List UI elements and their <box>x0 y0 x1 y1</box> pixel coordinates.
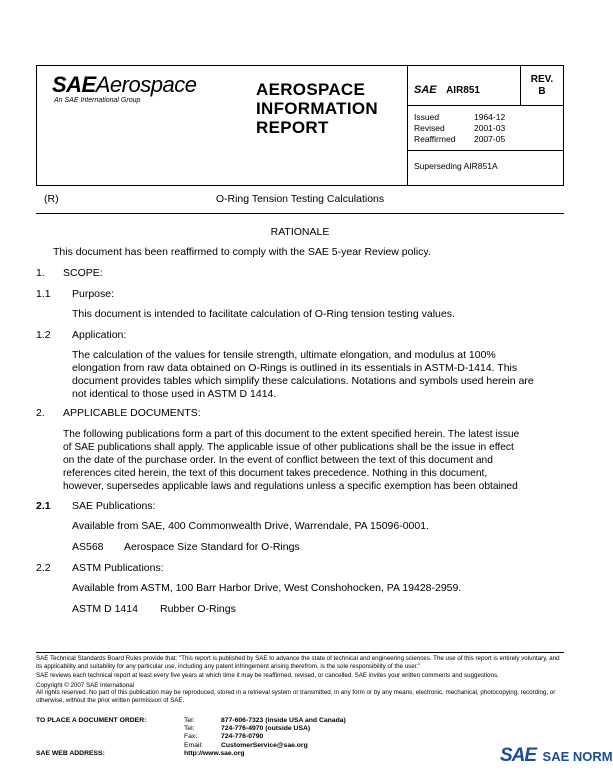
sae-norm-logo-icon: SAE <box>500 745 537 766</box>
section-1-2-text <box>72 349 534 401</box>
rationale-text: This document has been reaffirmed to comply with the SAE 5-year Review policy. <box>53 246 431 258</box>
revised-value: 2001-03 <box>474 123 506 133</box>
reference-code: ASTM D 1414 <box>72 603 138 615</box>
web-label: SAE WEB ADDRESS: <box>36 749 105 757</box>
email-label: Email: <box>184 741 203 749</box>
issued-value: 1964-12 <box>474 112 506 122</box>
fax-value: 724-776-0790 <box>221 733 264 741</box>
text-line: document provides tables which simplify these calculations. Notations and symbols used herein are <box>72 375 534 387</box>
doc-prefix: SAE <box>414 84 437 96</box>
section-2-1-text: Available from SAE, 400 Commonwealth Drive, Warrendale, PA 15096-0001. <box>72 520 429 532</box>
reaffirmed-label: Reaffirmed <box>414 134 456 144</box>
footer-review-text: SAE reviews each technical report at least every five years at which time it may be reaffirmed, revised, or cancelled. SAE invites your written comments and suggestions. <box>36 672 499 680</box>
text-line: The following publications form a part of this document to the extent specified herein. The latest issue <box>63 429 520 440</box>
reference-title: Aerospace Size Standard for O-Rings <box>124 541 300 553</box>
tel-value: 877-606-7323 (inside USA and Canada) <box>221 717 346 724</box>
section-1-2-num: 1.2 <box>36 329 51 341</box>
text-line: not identical to those used in ASTM D 1414. <box>72 388 277 400</box>
date-history <box>414 112 554 145</box>
section-2-1-title: SAE Publications: <box>72 500 156 512</box>
sae-aerospace-logo <box>52 72 196 98</box>
section-2-2-title: ASTM Publications: <box>72 562 164 574</box>
tel2-value: 724-776-4970 (outside USA) <box>221 725 311 733</box>
footer-rules-text: SAE Technical Standards Board Rules provide that: "This report is published by SAE to advance the state of technical and engineering sciences. The use of this report is entirely voluntary, and its applicability and suitability for any particular use, including any patent infringement arising therefrom, is the sole responsibility of the user." <box>36 655 560 670</box>
sae-norm-text: SAE NORM <box>542 749 613 764</box>
revised-label: Revised <box>414 123 445 133</box>
web-link[interactable]: http://www.sae.org <box>184 749 245 757</box>
document-number <box>414 80 480 98</box>
doc-number: AIR851 <box>446 85 480 96</box>
section-2-text <box>63 428 519 493</box>
section-2-2-num: 2.2 <box>36 562 51 574</box>
section-2-num: 2. <box>36 407 45 419</box>
order-label: TO PLACE A DOCUMENT ORDER: <box>36 717 147 724</box>
reference-code: AS568 <box>72 541 104 553</box>
issued-label: Issued <box>414 112 440 122</box>
sae-norm-brand <box>500 745 613 767</box>
section-1-num: 1. <box>36 267 45 279</box>
document-type-title <box>256 80 378 137</box>
section-1-1-title: Purpose: <box>72 288 115 300</box>
title-line-3: REPORT <box>256 118 329 137</box>
document-title: O-Ring Tension Testing Calculations <box>215 193 385 205</box>
text-line: The calculation of the values for tensile strength, ultimate elongation, and modulus at 100% <box>72 349 496 361</box>
section-1-1-num: 1.1 <box>36 288 51 300</box>
section-1-2-title: Application: <box>72 329 127 341</box>
text-line: elongation from raw data obtained on O-Rings is outlined in its essentials in ASTM-D-1414. This <box>72 362 518 374</box>
reference-title: Rubber O-Rings <box>160 603 236 615</box>
revision-marker: (R) <box>44 193 59 205</box>
section-2-2-text: Available from ASTM, 100 Barr Harbor Drive, West Conshohocken, PA 19428-2959. <box>72 582 462 594</box>
section-1-title: SCOPE: <box>63 267 103 279</box>
section-2-title: APPLICABLE DOCUMENTS: <box>63 407 201 419</box>
fax-label: Fax: <box>184 733 198 741</box>
email-link[interactable]: CustomerService@sae.org <box>221 741 308 749</box>
tel2-label: Tel: <box>184 725 195 733</box>
reference-as568 <box>72 541 300 554</box>
rationale-heading: RATIONALE <box>270 226 330 238</box>
reference-astm-d1414 <box>72 603 236 616</box>
title-line-2: INFORMATION <box>256 99 378 118</box>
text-line: references cited herein, the text of this document takes precedence. Nothing in this document, <box>63 468 488 479</box>
text-line: however, supersedes applicable laws and regulations unless a specific exemption has been obtained <box>63 481 518 492</box>
footer-legal <box>36 655 564 705</box>
logo-product: Aerospace <box>95 72 197 97</box>
tel-label: Tel: <box>184 717 195 724</box>
rev-label: REV. <box>530 74 554 85</box>
text-line: of SAE publications shall apply. The applicable issue of other publications shall be the issue in effect <box>63 442 514 453</box>
section-2-1-num: 2.1 <box>36 500 51 512</box>
footer-rights-text: All rights reserved. No part of this publication may be reproduced, stored in a retrieval system or transmitted, in any form or by any means, electronic, mechanical, photocopying, recording, or otherwise, without the prior written permission of SAE. <box>36 689 556 704</box>
logo-brand: SAE <box>52 72 96 97</box>
text-line: on the date of the purchase order. In the event of conflict between the text of this document and <box>63 455 493 466</box>
reaffirmed-value: 2007-05 <box>474 134 506 144</box>
revision-cell <box>521 74 563 98</box>
title-line-1: AEROSPACE <box>256 80 366 99</box>
superseding-note: Superseding AIR851A <box>414 161 498 171</box>
rev-value: B <box>538 86 546 97</box>
section-1-1-text: This document is intended to facilitate calculation of O-Ring tension testing values. <box>72 308 455 320</box>
footer-copyright: Copyright © 2007 SAE International <box>36 681 135 689</box>
logo-tagline: An SAE International Group <box>54 97 141 104</box>
order-contact <box>36 717 366 758</box>
